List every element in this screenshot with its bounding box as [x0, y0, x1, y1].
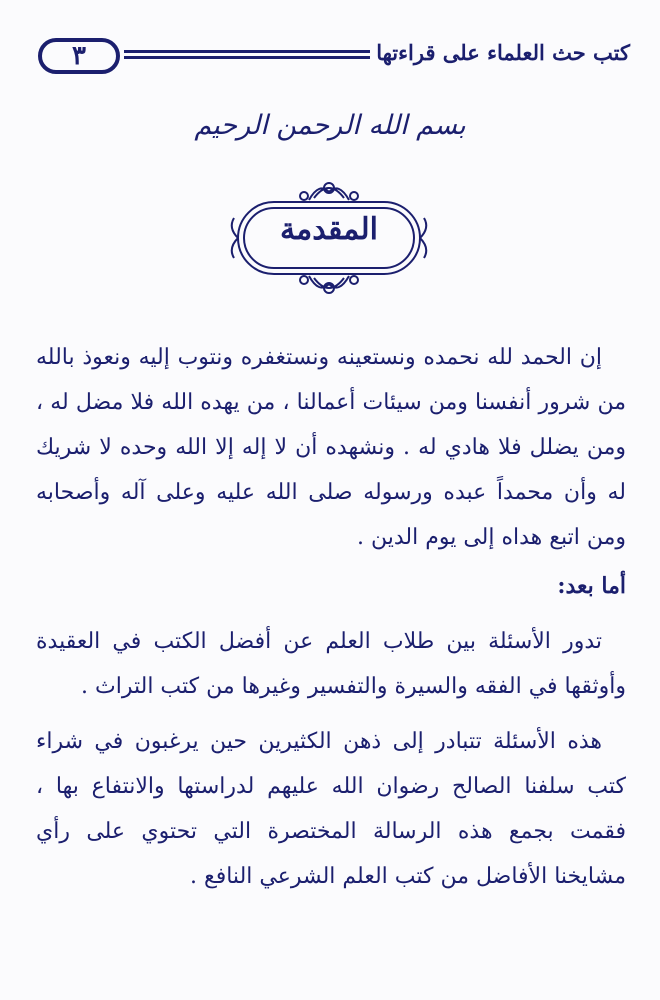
header-rules — [124, 50, 370, 64]
header-rule — [124, 50, 370, 53]
basmala: بسم الله الرحمن الرحيم — [194, 110, 466, 141]
paragraph: تدور الأسئلة بين طلاب العلم عن أفضل الكتب في العقيدة وأوثقها في الفقه والسيرة والتفسير وغيرها من كتب التراث . — [36, 629, 626, 699]
paragraph: إن الحمد لله نحمده ونستعينه ونستغفره ونتوب إليه ونعوذ بالله من شرور أنفسنا ومن سيئات أعمالنا ، من يهده الله فلا مضل له ، ومن يضلل فلا هادي له . ونشهده أن لا إله إلا الله وحده لا شريك له وأن محمداً عبده ورسوله صلى الله عليه وعلى آله وأصحابه ومن اتبع هداه إلى يوم الدين . — [36, 345, 626, 550]
paragraph: هذه الأسئلة تتبادر إلى ذهن الكثيرين حين يرغبون في شراء كتب سلفنا الصالح رضوان الله عليهم لدراستها والانتفاع بها ، فقمت بجمع هذه الرسالة المختصرة التي تحتوي على رأي مشايخنا الأفاضل من كتب العلم الشرعي النافع . — [36, 729, 626, 889]
header-rule — [124, 56, 370, 59]
body-text — [36, 335, 626, 899]
section-title-frame — [226, 178, 432, 298]
page-header — [14, 38, 646, 78]
section-title: المقدمة — [280, 212, 378, 247]
book-title: كتب حث العلماء على قراءتها — [376, 40, 630, 65]
section-heading: أما بعد: — [557, 573, 626, 599]
page-number-badge: ٣ — [38, 38, 120, 74]
